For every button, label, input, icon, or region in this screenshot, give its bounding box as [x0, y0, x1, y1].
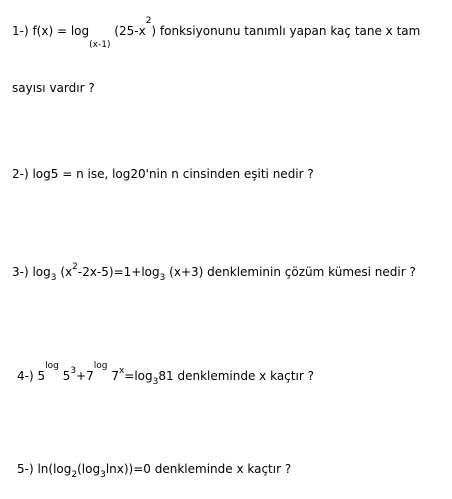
q4-base-1: 5: [62, 369, 71, 383]
q4-suffix: 81 denkleminde x kaçtır ?: [158, 369, 314, 383]
q3-suffix: (x+3) denkleminin çözüm kümesi nedir ?: [169, 265, 416, 279]
q4-log-1: log: [45, 361, 59, 371]
q4-plus: +7: [76, 369, 94, 383]
q4-prefix: 4-) 5: [17, 369, 46, 383]
question-1: [12, 16, 421, 50]
q1-log-base: (x-1): [89, 40, 111, 50]
q4-log-2: log: [93, 361, 108, 371]
q5-log-base-1: 2: [71, 470, 78, 480]
q1-suffix: ) fonksiyonunu tanımlı yapan kaç tane x tam: [151, 24, 421, 38]
q1-arg: (25-x: [114, 24, 146, 38]
q5-log-base-2: 3: [100, 470, 106, 480]
q1-line2: sayısı vardır ?: [12, 81, 95, 95]
q3-prefix: 3-) log: [12, 265, 51, 279]
q5-mid: (log: [77, 462, 101, 476]
q3-arg: (x: [60, 265, 73, 279]
q1-exponent: 2: [145, 16, 152, 26]
q4-eq: =log: [124, 369, 153, 383]
q5-prefix: 5-) ln(log: [17, 462, 72, 476]
q4-exp-2: x: [118, 366, 125, 376]
q3-log-base-1: 3: [50, 273, 57, 283]
question-2: [12, 168, 314, 180]
question-4: [17, 361, 314, 387]
question-1-continuation: [12, 82, 95, 94]
q1-prefix: 1-) f(x) = log: [12, 24, 90, 38]
q4-base-2: 7: [111, 369, 119, 383]
question-5: [17, 462, 292, 480]
q5-suffix: lnx))=0 denkleminde x kaçtır ?: [105, 462, 292, 476]
question-3: [12, 262, 416, 283]
q2-text: 2-) log5 = n ise, log20'nin n cinsinden eşiti nedir ?: [12, 167, 314, 181]
q4-base-3: 3: [152, 377, 159, 387]
q3-log-base-2: 3: [159, 273, 166, 283]
q3-exponent: 2: [72, 262, 78, 272]
q4-exp-1: 3: [70, 366, 77, 376]
q3-mid: -2x-5)=1+log: [77, 265, 160, 279]
